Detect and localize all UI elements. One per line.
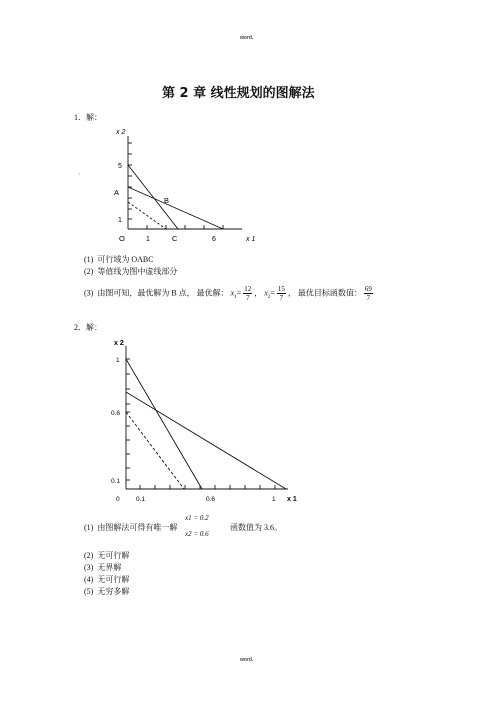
graph-1 xyxy=(110,124,260,250)
stray-mark: · xyxy=(78,170,81,179)
constraint-line-2 xyxy=(126,392,286,489)
p2-item-1: (1) 由图解法可得有唯一解 xyxy=(84,523,178,532)
y-tick-1: 1 xyxy=(116,357,120,364)
page-footer: word. xyxy=(240,657,254,663)
y-tick-5: 5 xyxy=(118,163,122,170)
x2-denominator: 7 xyxy=(279,294,284,302)
x-tick-0.6: 0.6 xyxy=(206,496,216,503)
p2-item-1-tail: 函数值为 3.6。 xyxy=(230,523,282,532)
page-header: word. xyxy=(240,35,254,41)
y-tick-1: 1 xyxy=(118,217,122,224)
y-tick-0.6: 0.6 xyxy=(111,410,121,417)
origin-label: O xyxy=(119,234,125,243)
solution-eq-1: x1 = 0.2 xyxy=(185,514,209,522)
p1-item-2: (2) 等值线为图中虚线部分 xyxy=(84,267,178,276)
constraint-line-1 xyxy=(126,359,202,489)
x1-denominator: 7 xyxy=(246,294,250,302)
p2-item-2: (2) 无可行解 xyxy=(84,551,130,560)
p2-item-5: (5) 无穷多解 xyxy=(84,587,130,596)
point-b-label: B xyxy=(164,196,170,205)
x-tick-6: 6 xyxy=(212,236,216,243)
p2-item-4: (4) 无可行解 xyxy=(84,575,130,584)
solution-eq-2: x2 = 0.6 xyxy=(185,530,209,538)
x-axis-label: x 1 xyxy=(287,496,297,503)
x-tick-1: 1 xyxy=(146,236,150,243)
x-axis-label: x 1 xyxy=(246,236,256,243)
y-tick-0.1: 0.1 xyxy=(111,478,121,485)
point-a-label: A xyxy=(114,188,120,197)
x-tick-0.1: 0.1 xyxy=(136,496,146,503)
constraint-line-2 xyxy=(128,187,223,229)
x-tick-1: 1 xyxy=(272,496,276,503)
obj-denominator: 7 xyxy=(366,294,371,302)
graph-2 xyxy=(108,334,308,510)
obj-numerator: 69 xyxy=(364,285,372,293)
problem2-label: 2．解： xyxy=(74,323,102,332)
x1-numerator: 12 xyxy=(244,285,252,293)
p1-item-3: (3) 由图可知，最优解为 B 点， 最优解： $x_1=$ $\frac{12}{7}$ ， $x_2=$ $\frac{15}{7}$ ， 最优目标函数值： $\frac{69}{7}$ xyxy=(84,285,372,302)
x-tick-0: 0 xyxy=(116,496,120,503)
y-axis-label: x 2 xyxy=(116,129,126,136)
iso-line-dashed xyxy=(126,412,184,489)
problem1-label: 1．解： xyxy=(74,113,102,122)
chapter-title: 第 2 章 线性规划的图解法 xyxy=(162,86,315,101)
point-c-label: C xyxy=(172,234,178,243)
y-axis-label: x 2 xyxy=(114,340,124,347)
constraint-line-1 xyxy=(128,165,178,229)
p1-item-1: (1) 可行域为 OABC xyxy=(84,255,154,264)
x2-numerator: 15 xyxy=(277,285,285,293)
p2-item-3: (3) 无界解 xyxy=(84,563,122,572)
